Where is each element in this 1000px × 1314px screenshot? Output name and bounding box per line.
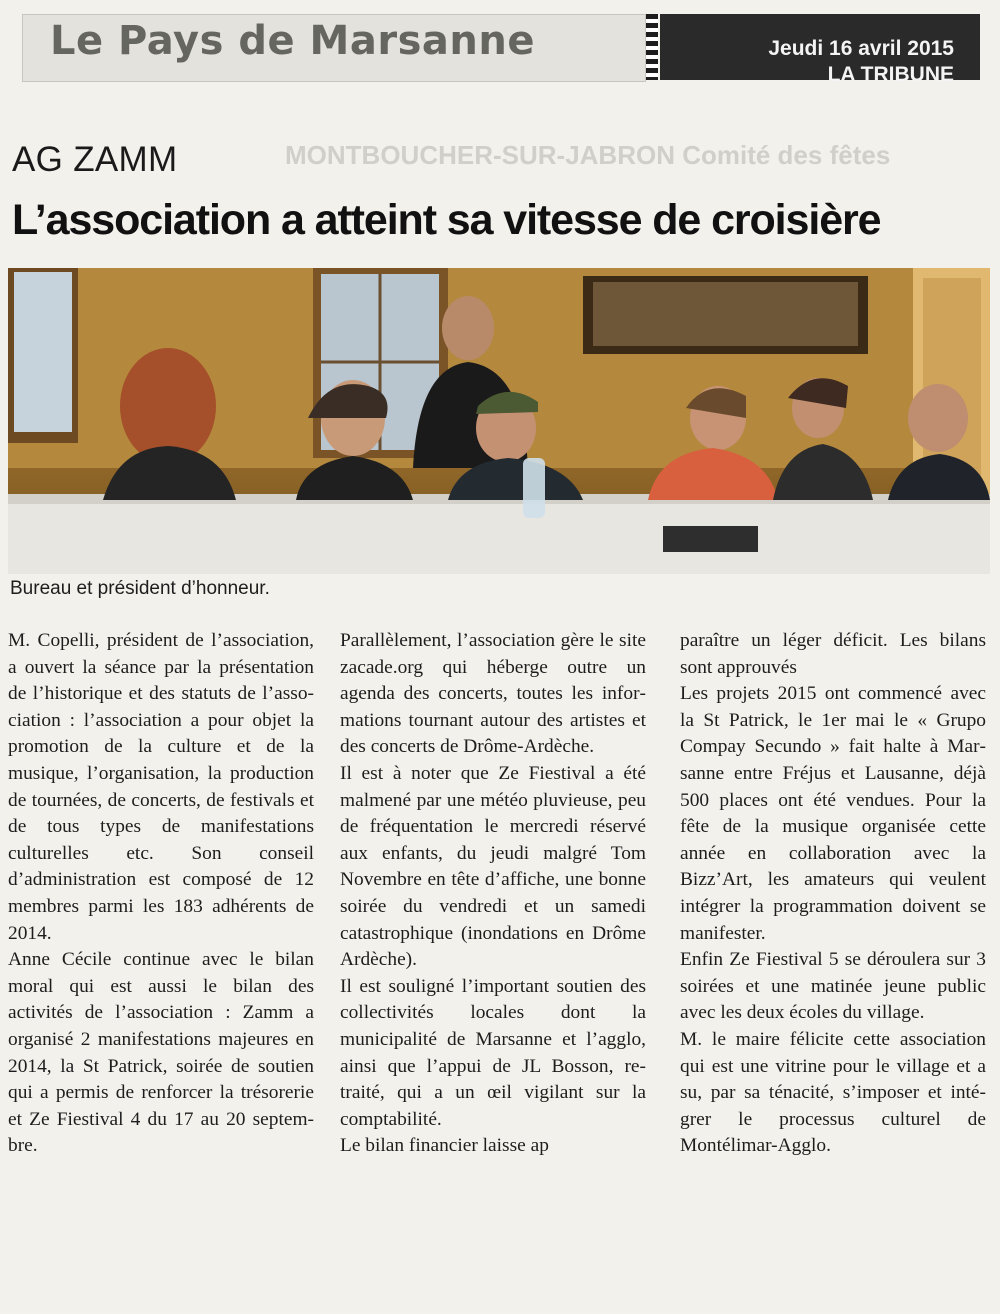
article-photo xyxy=(8,268,990,574)
paragraph: Enfin Ze Fiestival 5 se déroulera sur 3 soirées et une matinée jeune public avec les deux écoles du village. xyxy=(680,949,986,1024)
paragraph: Parallèlement, l’association gère le site zacade.org qui héberge outre un agenda des concerts, toutes les informations tournant autour des artistes et des concerts de Drôme-Ardèche. xyxy=(340,630,646,758)
paragraph: Anne Cécile continue avec le bilan moral qui est aussi le bilan des activités de l’association : Zamm a organisé 2 manifestations majeures en 2014, la St Patrick, soirée de soutien qui a permis de renforcer la trésorerie et Ze Fiestival 4 du 17 au 20 septembre. xyxy=(8,949,314,1157)
article-headline: L’association a atteint sa vitesse de croisière xyxy=(12,196,881,244)
header-date-block xyxy=(660,14,980,86)
paragraph: Le bilan financier laisse ap xyxy=(340,1135,549,1157)
photo-illustration xyxy=(8,268,990,574)
paragraph: Il est à noter que Ze Fiestival a été malmené par une météo pluvieuse, peu de fréquentation le mercredi réservé aux enfants, du jeudi malgré Tom Novembre en tête d’affiche, une bonne soirée du vendredi et un samedi catastrophique (inondations en Drôme Ardèche). xyxy=(340,762,646,971)
bleed-through-text: MONTBOUCHER-SUR-JABRON Comité des fêtes xyxy=(285,140,891,170)
header-date-text xyxy=(768,36,954,88)
article-kicker: AG ZAMM xyxy=(12,140,178,179)
paragraph: M. le maire félicite cette association qui est une vitrine pour le village et a su, par sa ténacité, s’imposer et intégrer le processus culturel de Montélimar-Agglo. xyxy=(680,1028,986,1157)
photo-caption: Bureau et président d’honneur. xyxy=(10,578,270,599)
article-column-1 xyxy=(8,628,314,1160)
paragraph: Les projets 2015 ont commencé avec la St Patrick, le 1er mai le « Grupo Compay Secundo » fait halte à Marsanne entre Fréjus et Lausanne, déjà 500 places ont été vendues. Pour la fête de la musique organisée cette année en collaboration avec la Bizz’Art, les amateurs qui veulent intégrer la programmation doivent se manifester. xyxy=(680,683,986,944)
paragraph: M. Copelli, président de l’association, a ouvert la séance par la présentation de l’historique et des statuts de l’association : l’association a pour objet la promotion de la culture et de la musique, l’organisation, la production de tournées, de concerts, de festivals et de tous types de manifestations culturelles etc. Son conseil d’administration est composé de 12 membres parmi les 183 adhérents de 2014. xyxy=(8,630,314,944)
issue-date: Jeudi 16 avril 2015 xyxy=(768,37,954,60)
header-decorative-strip xyxy=(646,14,658,80)
publication-name: LA TRIBUNE xyxy=(827,63,954,86)
section-title: Le Pays de Marsanne xyxy=(50,18,535,64)
paragraph: paraître un léger déficit. Les bilans sont approuvés xyxy=(680,630,986,678)
paragraph: Il est souligné l’important soutien des collectivités locales dont la municipalité de Marsanne et l’agglo, ainsi que l’appui de JL Bosson, retraité, qui a un œil vigilant sur la comptabilité. xyxy=(340,975,646,1130)
article-column-2 xyxy=(340,628,646,1160)
article-column-3 xyxy=(680,628,986,1160)
